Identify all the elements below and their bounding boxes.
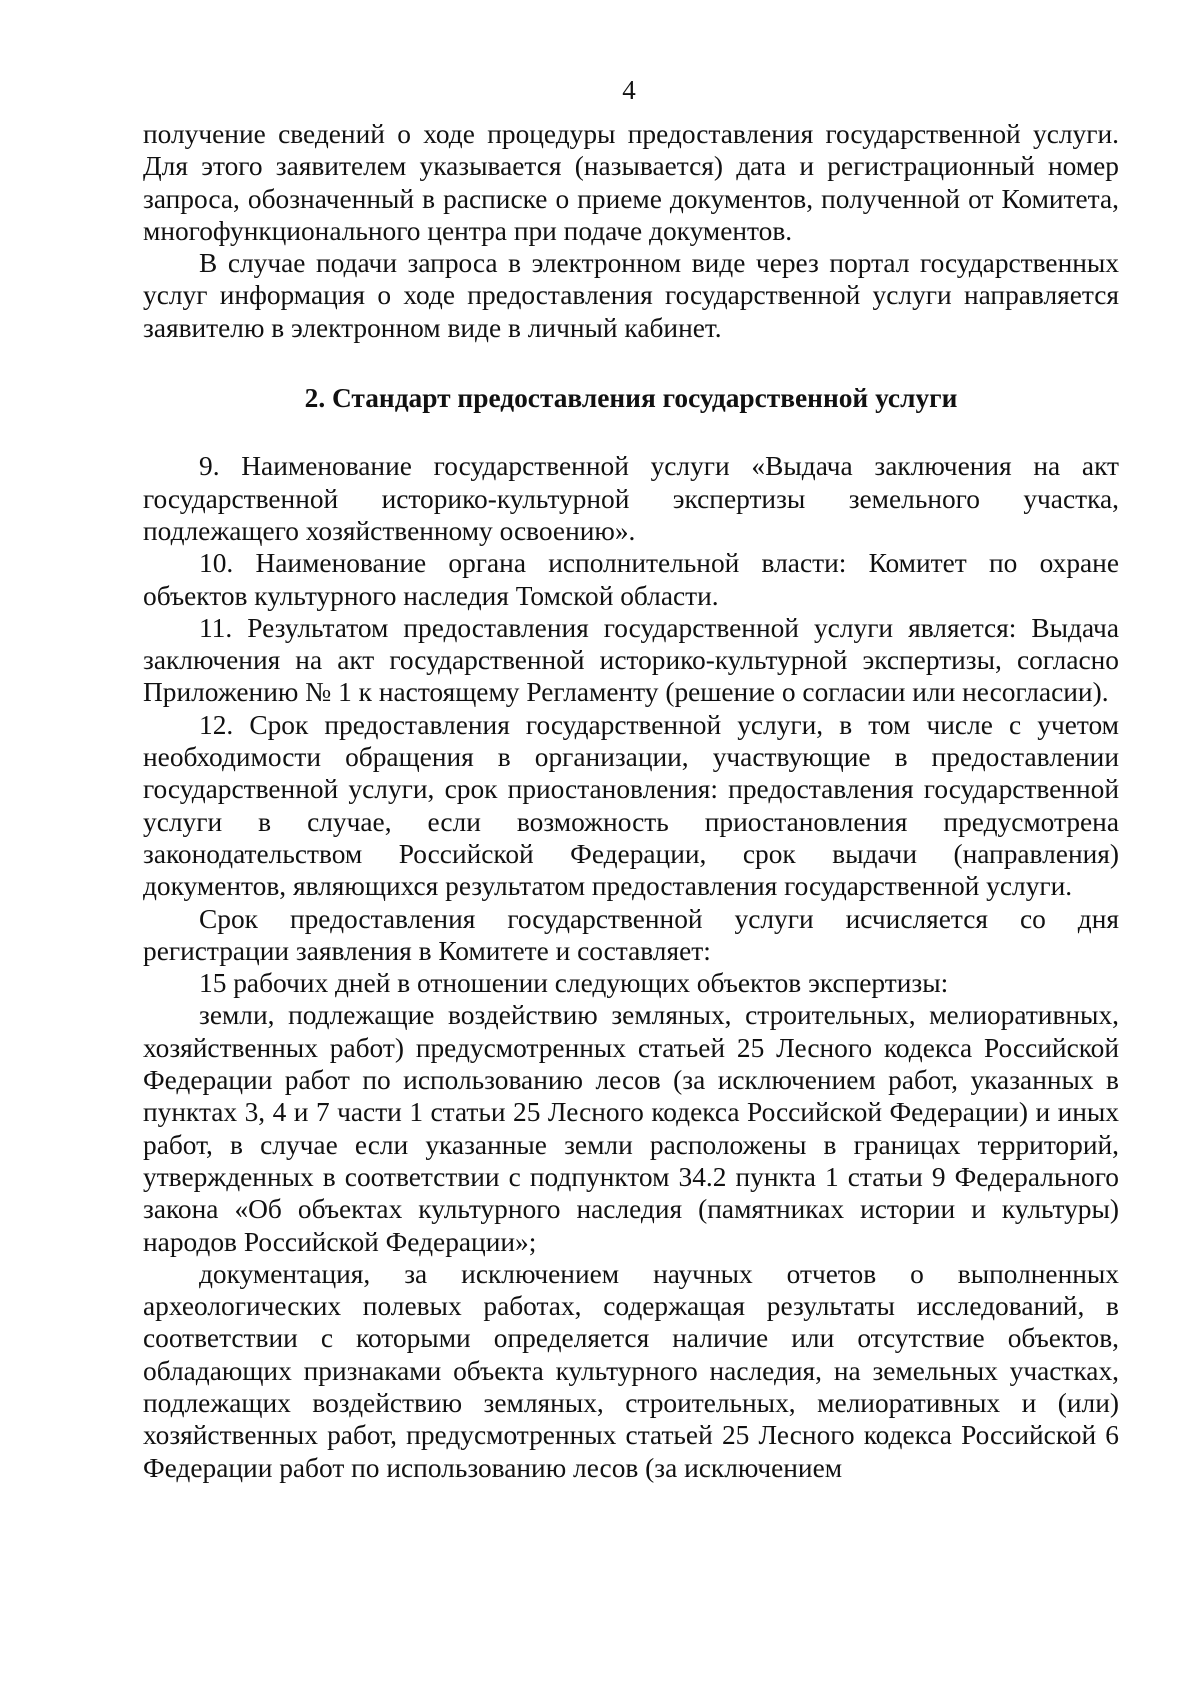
document-body — [143, 118, 1119, 1484]
paragraph-term: Срок предоставления государственной услуги исчисляется со дня регистрации заявления в Комитете и составляет: — [143, 903, 1119, 966]
paragraph-documentation: документация, за исключением научных отчетов о выполненных археологических полевых работах, содержащая результаты исследований, в соответствии с которыми определяется наличие или отсутствие объектов, обладающих признаками объекта культурного наследия, на земельных участках, подлежащих воздействию земляных, строительных, мелиоративных и (или) хозяйственных работ, предусмотренных статьей 25 Лесного кодекса Российской 6 Федерации работ по использованию лесов (за исключением — [143, 1258, 1119, 1483]
paragraph-item-9: 9. Наименование государственной услуги «Выдача заключения на акт государственной историко-культурной экспертизы земельного участка, подлежащего хозяйственному освоению». — [143, 451, 1119, 546]
paragraph-item-12: 12. Срок предоставления государственной услуги, в том числе с учетом необходимости обращения в организации, участвующие в предоставлении государственной услуги, срок приостановления: предоставления государственной услуги в случае, если возможность приостановления предусмотрена законодательством Российской Федерации, срок выдачи (направления) документов, являющихся результатом предоставления государственной услуги. — [143, 709, 1119, 902]
paragraph-item-11: 11. Результатом предоставления государственной услуги является: Выдача заключения на акт государственной историко-культурной экспертизы, согласно Приложению № 1 к настоящему Регламенту (решение о согласии или несогласии). — [143, 612, 1119, 708]
paragraph-item-10: 10. Наименование органа исполнительной власти: Комитет по охране объектов культурного наследия Томской области. — [143, 548, 1119, 611]
section-heading: 2. Стандарт предоставления государственной услуги — [304, 383, 958, 414]
paragraph-continuation: получение сведений о ходе процедуры предоставления государственной услуги. Для этого заявителем указывается (называется) дата и регистрационный номер запроса, обозначенный в расписке о приеме документов, полученной от Комитета, многофункционального центра при подаче документов. — [143, 119, 1119, 246]
paragraph-lands: земли, подлежащие воздействию земляных, строительных, мелиоративных, хозяйственных работ) предусмотренных статьей 25 Лесного кодекса Российской Федерации работ по использованию лесов (за исключением работ, указанных в пунктах 3, 4 и 7 части 1 статьи 25 Лесного кодекса Российской Федерации) и иных работ, в случае если указанные земли расположены в границах территорий, утвержденных в соответствии с подпунктом 34.2 пункта 1 статьи 9 Федерального закона «Об объектах культурного наследия (памятниках истории и культуры) народов Российской Федерации»; — [143, 1000, 1119, 1257]
paragraph-electronic-request: В случае подачи запроса в электронном виде через портал государственных услуг информация о ходе предоставления государственной услуги направляется заявителю в электронном виде в личный кабинет. — [143, 248, 1119, 343]
page-number: 4 — [622, 75, 636, 105]
paragraph-15-days: 15 рабочих дней в отношении следующих объектов экспертизы: — [199, 968, 949, 999]
